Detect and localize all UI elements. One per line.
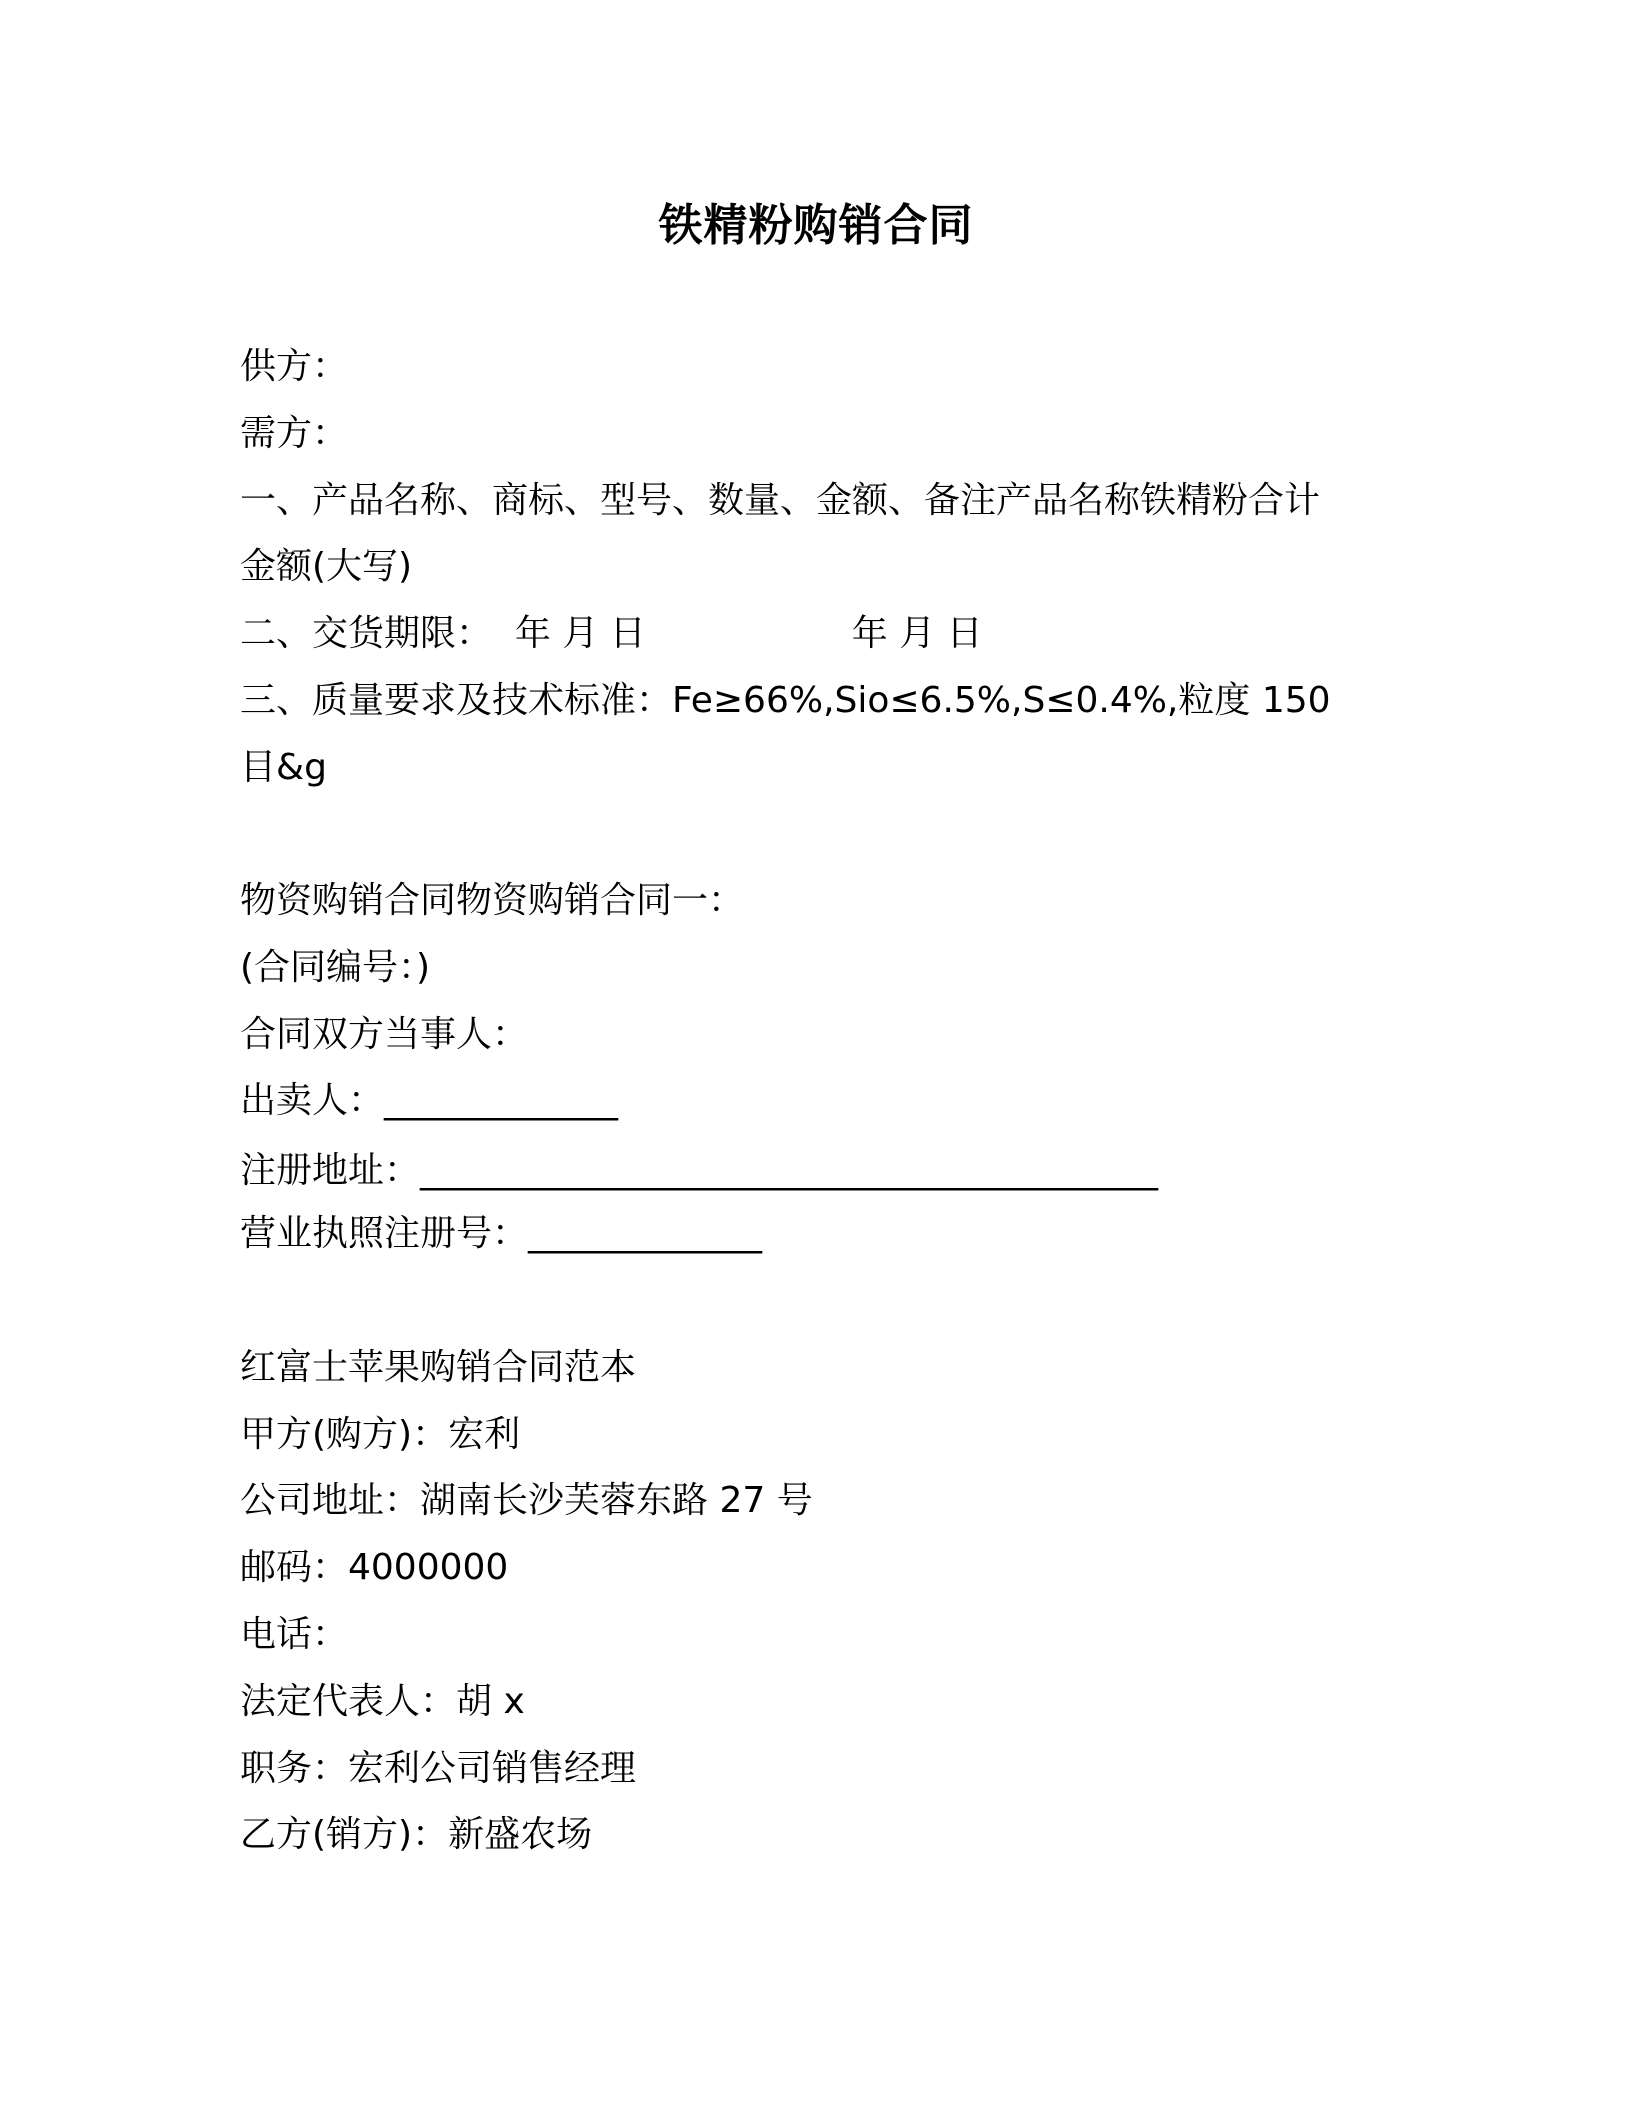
seller-line: 出卖人：_____________ bbox=[240, 1080, 619, 1121]
clause-3-continued-line: 目&g bbox=[240, 747, 327, 788]
supplier-line: 供方： bbox=[240, 346, 349, 387]
document-title: 铁精粉购销合同 bbox=[658, 200, 974, 251]
clause-2-delivery-line: 二、交货期限： 年 月 日 年 月 日 bbox=[240, 613, 983, 654]
phone-line: 电话： bbox=[240, 1614, 349, 1655]
business-license-line: 营业执照注册号：_____________ bbox=[240, 1213, 763, 1254]
section-heading-materials: 物资购销合同物资购销合同一： bbox=[240, 880, 745, 921]
buyer-line: 需方： bbox=[240, 413, 349, 454]
company-address-line: 公司地址：湖南长沙芙蓉东路 27 号 bbox=[240, 1480, 813, 1521]
section-heading-apple: 红富士苹果购销合同范本 bbox=[240, 1347, 637, 1388]
registered-address-line: 注册地址：_________________________________________ bbox=[240, 1150, 1159, 1191]
party-a-line: 甲方(购方)：宏利 bbox=[240, 1414, 521, 1455]
clause-3-quality-line: 三、质量要求及技术标准：Fe≥66%,Sio≤6.5%,S≤0.4%,粒度 150 bbox=[240, 680, 1331, 721]
contract-number-line: (合同编号：) bbox=[240, 947, 431, 988]
position-line: 职务：宏利公司销售经理 bbox=[240, 1748, 637, 1789]
clause-1-amount-line: 金额(大写) bbox=[240, 546, 413, 587]
party-b-line: 乙方(销方)：新盛农场 bbox=[240, 1814, 593, 1855]
clause-1-line: 一、产品名称、商标、型号、数量、金额、备注产品名称铁精粉合计 bbox=[240, 480, 1321, 521]
legal-rep-line: 法定代表人：胡 x bbox=[240, 1681, 525, 1722]
parties-line: 合同双方当事人： bbox=[240, 1014, 529, 1055]
postcode-line: 邮码：4000000 bbox=[240, 1547, 509, 1588]
